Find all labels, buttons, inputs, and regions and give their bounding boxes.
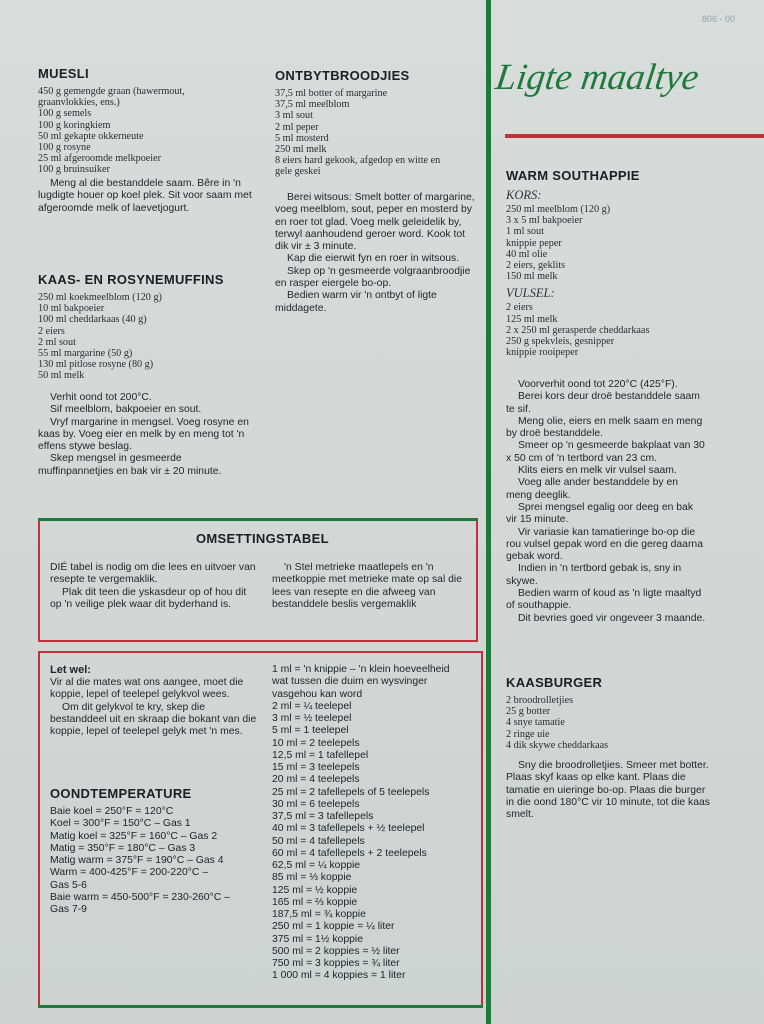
measure-row: 60 ml = 4 tafellepels + 2 teelepels [272, 847, 427, 859]
southappie-method [506, 379, 706, 625]
ingredient: 100 g rosyne [38, 142, 91, 154]
ingredient: 2 eiers, geklits [506, 260, 566, 272]
measure-row: 12,5 ml = 1 tafellepel [272, 749, 369, 761]
measure-row: 750 ml = 3 koppies = ¾ liter [272, 958, 400, 969]
kaasburger-method [506, 760, 712, 821]
ingredient: 2 eiers [38, 325, 65, 337]
intro-paragraph: 'n Stel metrieke maatlepels en 'n meetkoppie met metrieke mate op sal die lees van resepte en die afweeg van bestanddele beslis vergemaklik [272, 562, 463, 610]
method-paragraph: Voeg alle ander bestanddele by en meng deeglik. [506, 477, 679, 501]
ingredient: 3 x 5 ml bakpoeier [506, 215, 583, 227]
ingredient: 8 eiers hard gekook, afgedop en witte en [275, 155, 441, 167]
vertical-green-rule [486, 0, 491, 1024]
intro-paragraph: DIÉ tabel is nodig om die lees en uitvoer van resepte te vergemaklik. [50, 562, 256, 586]
method-paragraph: Vryf margarine in mengsel. Voeg rosyne en kaas by. Voeg eier en melk by en meng tot 'n effens stywe beslag. [38, 416, 249, 453]
conversion-box-green-edge [38, 518, 478, 521]
measure-row: 3 ml = ½ teelepel [272, 713, 352, 724]
let-wel-heading: Let wel: [50, 664, 91, 676]
measure-row: 500 ml = 2 koppies = ½ liter [272, 945, 400, 957]
ingredient: 125 ml melk [506, 313, 558, 325]
kors-label: KORS: [506, 188, 542, 202]
ingredient: 3 ml sout [275, 110, 313, 122]
oven-temp-row: Matig koel = 325°F = 160°C – Gas 2 [50, 830, 218, 842]
intro-paragraph: Plak dit teen die yskasdeur op of hou dit op 'n veilige plek waar dit byderhand is. [50, 586, 247, 610]
broodjies-method [275, 192, 475, 315]
muesli-ingredients [38, 86, 258, 176]
method-paragraph: Bedien warm of koud as 'n ligte maaltyd of southappie. [506, 588, 702, 612]
ingredient: 10 ml bakpoeier [38, 303, 105, 315]
muffins-ingredients [38, 292, 258, 382]
method-paragraph: Voorverhit oond tot 220°C (425°F). [518, 379, 678, 390]
measure-row: 50 ml = 4 tafellepels [272, 835, 365, 847]
measure-row: vasgehou kan word [272, 688, 363, 700]
title-red-rule [505, 134, 764, 138]
kaasburger-ingredients [506, 695, 746, 751]
ingredient: 450 g gemengde graan (hawermout, [38, 86, 185, 97]
ingredient: 4 snye tamatie [506, 717, 565, 729]
measure-row: 15 ml = 3 teelepels [272, 762, 360, 773]
conversion-heading: OMSETTINGSTABEL [196, 531, 329, 546]
ingredient: 25 g botter [506, 706, 551, 718]
ingredient: 4 dik skywe cheddarkaas [506, 739, 609, 751]
ingredient: 50 ml gekapte okkerneute [38, 130, 144, 142]
oven-temp-table [50, 806, 265, 916]
ingredient: 150 ml melk [506, 271, 558, 283]
ingredient: 100 ml cheddarkaas (40 g) [38, 314, 147, 326]
ingredient: 37,5 ml botter of margarine [275, 88, 388, 99]
let-wel-text [50, 677, 260, 738]
muesli-heading: MUESLI [38, 66, 89, 81]
ingredient: 25 ml afgeroomde melkpoeier [38, 153, 162, 165]
oven-temp-row: Gas 5-6 [50, 879, 87, 891]
note-paragraph: Om dit gelykvol te kry, skep die bestanddeel uit en skraap die bokant van die koppie, lepel of teelepel gelyk met 'n mes. [50, 701, 257, 738]
method-paragraph: Smeer op 'n gesmeerde bakplaat van 30 x 50 cm of 'n tertbord van 23 cm. [506, 440, 705, 464]
method-paragraph: Kap die eierwit fyn en roer in witsous. [287, 253, 460, 265]
ingredient: 100 g semels [38, 108, 92, 120]
measure-row: 1 000 ml = 4 koppies = 1 liter [272, 970, 406, 982]
measure-row: wat tussen die duim en wysvinger [272, 676, 428, 688]
muesli-method [38, 178, 252, 215]
method-paragraph: Vir variasie kan tamatieringe bo-op die rou vulsel gepak word en die gereg daarna gebak word. [506, 526, 703, 563]
muffins-heading: KAAS- EN ROSYNEMUFFINS [38, 272, 224, 287]
muffins-method [38, 392, 252, 478]
note-paragraph: Vir al die mates wat ons aangee, moet die koppie, lepel of teelepel gelykvol wees. [50, 677, 244, 701]
ingredient: 100 g koringkiem [38, 119, 111, 131]
ingredient: 37,5 ml meelblom [275, 99, 350, 111]
ingredient: 250 ml meelblom (120 g) [506, 204, 611, 215]
ingredient: gele geskei [275, 166, 321, 178]
conversion-intro-col2 [272, 562, 472, 611]
ingredient: 50 ml melk [38, 370, 85, 382]
page-title: Ligte maaltye [493, 57, 702, 98]
southappie-ingredients [506, 186, 756, 358]
method-paragraph: Meng al die bestanddele saam. Bêre in 'n lugdigte houer op koel plek. Sit voor saam met afgeroomde melk of laevetjogurt. [38, 178, 252, 214]
oven-temp-row: Baie koel = 250°F = 120°C [50, 806, 174, 817]
conversion-intro-col1 [50, 562, 256, 611]
measure-row: 37,5 ml = 3 tafellepels [272, 811, 374, 822]
measure-row: 85 ml = ⅓ koppie [272, 872, 352, 884]
let-wel-section [50, 664, 260, 738]
ingredient: 2 x 250 ml gerasperde cheddarkaas [506, 324, 650, 336]
measure-row: 165 ml = ⅔ koppie [272, 896, 358, 908]
kaasburger-heading: KAASBURGER [506, 675, 603, 690]
measure-row: 20 ml = 4 teelepels [272, 774, 360, 786]
oven-temp-row: Matig = 350°F = 180°C – Gas 3 [50, 842, 196, 854]
method-paragraph: Sprei mengsel egalig oor deeg en bak vir 15 minute. [506, 501, 694, 526]
vulsel-list [506, 302, 756, 358]
method-paragraph: Sny die broodrolletjies. Smeer met botter. Plaas skyf kaas op elke kant. Plaas die tamatie en uieringe bo-op. Plaas die burger in die oond 180°C vir 10 minute, tot die kaas smelt. [506, 760, 711, 821]
ingredient: 100 g bruinsuiker [38, 164, 110, 176]
measure-row: 40 ml = 3 tafellepels + ½ teelepel [272, 823, 425, 835]
broodjies-ingredients [275, 88, 480, 178]
measure-row: 187,5 ml = ¾ koppie [272, 909, 366, 920]
southappie-heading: WARM SOUTHAPPIE [506, 168, 640, 183]
ingredient: 55 ml margarine (50 g) [38, 348, 133, 360]
ingredient: graanvlokkies, ens.) [38, 97, 120, 109]
oven-temp-row: Gas 7-9 [50, 904, 87, 915]
method-paragraph: Klits eiers en melk vir vulsel saam. [518, 465, 677, 477]
method-paragraph: Sif meelblom, bakpoeier en sout. [50, 404, 202, 416]
measure-row: 250 ml = 1 koppie = ¼ liter [272, 921, 395, 933]
method-paragraph: Skep op 'n gesmeerde volgraanbroodjie en rasper eiergele bo-op. [275, 265, 471, 290]
oven-temp-row: Matig warm = 375°F = 190°C – Gas 4 [50, 855, 224, 866]
ingredient: knippie peper [506, 237, 562, 249]
measures-table [272, 664, 477, 983]
measure-row: 125 ml = ½ koppie [272, 884, 358, 896]
method-paragraph: Indien in 'n tertbord gebak is, sny in skywe. [506, 563, 682, 587]
ingredient: 250 ml melk [275, 144, 327, 156]
method-paragraph: Skep mengsel in gesmeerde muffinpannetjies en bak vir ± 20 minute. [38, 453, 222, 477]
ingredient: 250 ml koekmeelblom (120 g) [38, 292, 162, 303]
measure-row: 30 ml = 6 teelepels [272, 798, 360, 810]
measure-row: 62,5 ml = ¼ koppie [272, 860, 361, 871]
ingredient: 250 g spekvleis, gesnipper [506, 336, 615, 348]
ingredient: 2 eiers [506, 302, 533, 314]
ingredient: 5 ml mosterd [275, 132, 329, 144]
ingredient: knippie rooipeper [506, 347, 579, 359]
kors-list [506, 204, 756, 282]
ingredient: 2 broodrolletjies [506, 695, 574, 706]
measure-row: 1 ml = 'n knippie – 'n klein hoeveelheid [272, 664, 450, 675]
measure-row: 10 ml = 2 teelepels [272, 737, 360, 749]
method-paragraph: Bedien warm vir 'n ontbyt of ligte middagete. [275, 290, 437, 314]
measure-row: 5 ml = 1 teelepel [272, 725, 349, 737]
vulsel-label: VULSEL: [506, 286, 555, 301]
ingredient: 2 ringe uie [506, 728, 550, 740]
oven-temp-row: Baie warm = 450-500°F = 230-260°C – [50, 891, 230, 903]
oven-temp-row: Warm = 400-425°F = 200-220°C – [50, 867, 209, 879]
oven-temp-heading: OONDTEMPERATURE [50, 786, 192, 801]
corner-note: 806 - 00 [702, 14, 736, 24]
measure-row: 2 ml = ¼ teelepel [272, 700, 352, 712]
ingredient: 2 ml sout [38, 336, 76, 348]
method-paragraph: Meng olie, eiers en melk saam en meng by droë bestanddele. [506, 415, 703, 440]
measure-row: 375 ml = 1½ koppie [272, 933, 363, 945]
method-paragraph: Verhit oond tot 200°C. [50, 392, 152, 403]
method-paragraph: Dit bevries goed vir ongeveer 3 maande. [518, 612, 706, 624]
oven-temp-row: Koel = 300°F = 150°C – Gas 1 [50, 818, 191, 830]
ingredient: 40 ml olie [506, 248, 548, 260]
broodjies-heading: ONTBYTBROODJIES [275, 68, 410, 83]
method-paragraph: Berei witsous: Smelt botter of margarine, voeg meelblom, sout, peper en mosterd by en roer tot glad. Voeg melk geleidelik by, terwyl aanhoudend geroer word. Kook tot dik vir ± 3 minute. [275, 192, 475, 253]
ingredient: 2 ml peper [275, 121, 319, 133]
measure-row: 25 ml = 2 tafellepels of 5 teelepels [272, 786, 430, 798]
ingredient: 130 ml pitlose rosyne (80 g) [38, 359, 154, 371]
measures-box-green-edge [38, 1005, 483, 1008]
ingredient: 1 ml sout [506, 226, 544, 238]
method-paragraph: Berei kors deur droë bestanddele saam te sif. [506, 391, 700, 415]
